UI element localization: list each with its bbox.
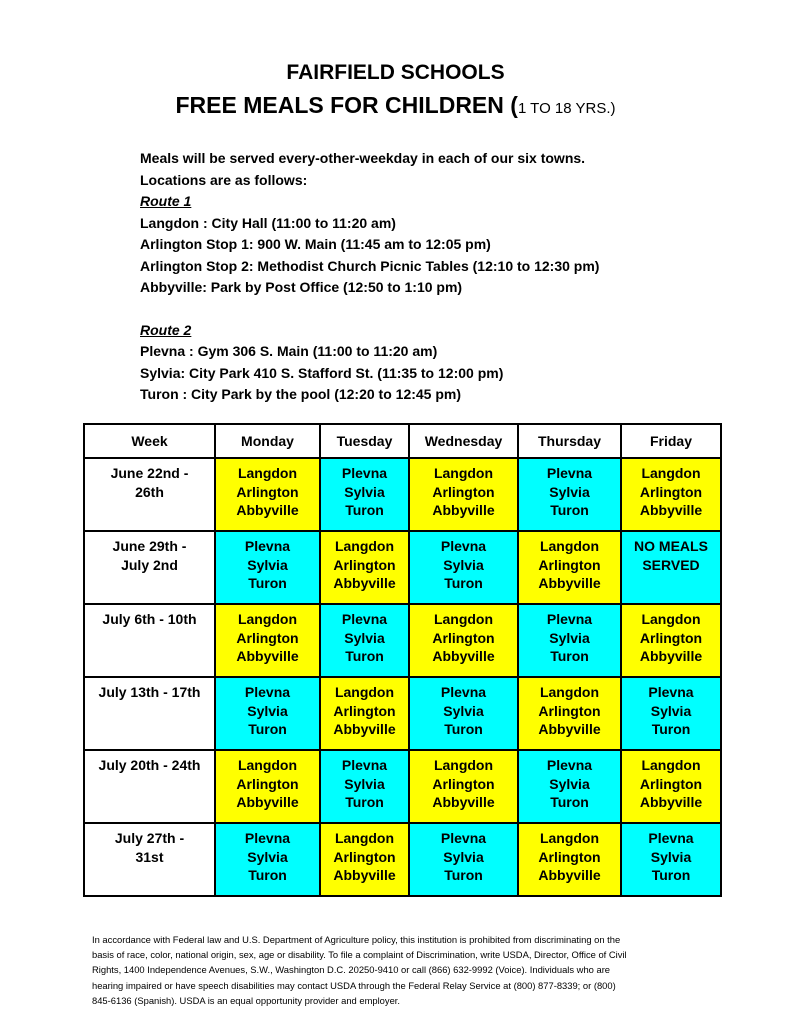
thursday-cell — [518, 823, 621, 896]
town-name: Plevna — [648, 684, 694, 700]
schedule-row — [84, 604, 721, 677]
monday-cell — [215, 677, 320, 750]
wednesday-cell — [409, 823, 518, 896]
town-name: Arlington — [236, 629, 299, 646]
week-cell — [84, 823, 215, 896]
town-name: Sylvia — [650, 848, 692, 865]
town-name: Arlington — [538, 702, 601, 719]
header-week: Week — [84, 424, 215, 458]
friday-cell — [621, 823, 721, 896]
town-name: Abbyville — [236, 502, 299, 518]
week-cell — [84, 458, 215, 531]
town-name: Langdon — [539, 538, 600, 554]
town-name: Abbyville — [639, 648, 703, 664]
disclaimer-line: In accordance with Federal law and U.S. Department of Agriculture policy, this institution is prohibited from discriminating on the — [92, 934, 621, 945]
town-name: Arlington — [236, 775, 299, 792]
friday-cell — [621, 604, 721, 677]
monday-cell — [215, 823, 320, 896]
week-cell — [84, 604, 215, 677]
town-name: Turon — [550, 502, 589, 518]
town-name: Abbyville — [538, 575, 601, 591]
tuesday-cell — [320, 604, 409, 677]
subtitle-main: FREE MEALS FOR CHILDREN ( — [175, 92, 518, 118]
friday-cell — [621, 750, 721, 823]
disclaimer-line: 845-6136 (Spanish). USDA is an equal opportunity provider and employer. — [92, 994, 400, 1006]
town-name: Abbyville — [538, 721, 601, 737]
town-name: Abbyville — [333, 575, 396, 591]
town-name: Sylvia — [443, 702, 484, 719]
town-name: Arlington — [333, 848, 396, 865]
route-2-label: Route 2 — [140, 321, 192, 338]
schedule-table — [83, 423, 722, 897]
thursday-cell — [518, 604, 621, 677]
route-1-stop: Arlington Stop 1: 900 W. Main (11:45 am to 12:05 pm) — [140, 236, 491, 252]
route-2-stop: Sylvia: City Park 410 S. Stafford St. (11:35 to 12:00 pm) — [140, 364, 504, 381]
week-label-line: June 22nd - — [110, 465, 189, 481]
town-name: Plevna — [440, 538, 487, 554]
monday-cell — [215, 750, 320, 823]
town-name: Arlington — [236, 483, 299, 500]
town-name: Langdon — [641, 465, 701, 481]
route-1-stop: Langdon : City Hall (11:00 to 11:20 am) — [140, 214, 396, 231]
town-name: Plevna — [440, 684, 487, 700]
town-name: Plevna — [341, 757, 388, 773]
town-name: Plevna — [341, 465, 388, 481]
town-name: Abbyville — [538, 867, 601, 883]
route-2-stop: Turon : City Park by the pool (12:20 to 12:45 pm) — [140, 386, 462, 402]
town-name: Langdon — [334, 830, 395, 846]
town-name: Langdon — [433, 757, 494, 773]
disclaimer-line: hearing impaired or have speech disabilities may contact USDA through the Federal Relay Service at (800) 877-8339; or (800) — [92, 979, 616, 991]
town-name: Sylvia — [549, 629, 590, 646]
week-label-line: July 13th - 17th — [98, 684, 201, 700]
town-name: Plevna — [244, 684, 291, 700]
town-name: Turon — [248, 575, 287, 591]
town-name: Sylvia — [344, 629, 385, 646]
schedule-row — [84, 823, 721, 896]
town-name: Plevna — [546, 611, 593, 627]
town-name: Langdon — [641, 757, 701, 773]
week-label-line: July 2nd — [121, 557, 178, 573]
thursday-cell — [518, 458, 621, 531]
town-name: SERVED — [642, 556, 700, 573]
town-name: Abbyville — [432, 648, 495, 664]
town-name: Turon — [444, 721, 483, 737]
town-name: Plevna — [546, 465, 593, 481]
thursday-cell — [518, 531, 621, 604]
town-name: Abbyville — [639, 502, 703, 518]
thursday-cell — [518, 677, 621, 750]
town-name: Turon — [651, 721, 691, 737]
town-name: Sylvia — [650, 702, 692, 719]
town-name: Sylvia — [247, 848, 288, 865]
town-name: Turon — [345, 502, 384, 518]
town-name: Turon — [444, 867, 483, 883]
town-name: Abbyville — [236, 794, 299, 810]
town-name: Sylvia — [443, 556, 484, 573]
town-name: Sylvia — [549, 775, 590, 792]
week-label-line: 31st — [135, 849, 164, 865]
town-name: Langdon — [334, 538, 395, 554]
town-name: Sylvia — [247, 702, 288, 719]
town-name: Abbyville — [432, 794, 495, 810]
header-wednesday: Wednesday — [409, 424, 518, 458]
monday-cell — [215, 531, 320, 604]
header-thursday: Thursday — [518, 424, 621, 458]
disclaimer-line: basis of race, color, national origin, sex, age or disability. To file a complaint of Discrimination, write USDA, Director, Office of Civil — [92, 949, 627, 961]
town-name: Abbyville — [639, 794, 703, 810]
week-label-line: June 29th - — [112, 538, 187, 554]
subtitle-age-range: 1 TO 18 YRS.) — [517, 100, 616, 117]
tuesday-cell — [320, 677, 409, 750]
wednesday-cell — [409, 750, 518, 823]
town-name: Turon — [248, 867, 287, 883]
town-name: Sylvia — [344, 775, 385, 792]
town-name: Abbyville — [333, 867, 396, 883]
schedule-row — [84, 677, 721, 750]
town-name: Turon — [651, 867, 691, 883]
header-tuesday: Tuesday — [320, 424, 409, 458]
town-name: Langdon — [237, 465, 298, 481]
tuesday-cell — [320, 823, 409, 896]
town-name: Turon — [345, 648, 384, 664]
week-label-line: July 27th - — [114, 830, 185, 846]
wednesday-cell — [409, 458, 518, 531]
header-friday: Friday — [621, 424, 721, 458]
town-name: Plevna — [440, 830, 487, 846]
town-name: Abbyville — [432, 502, 495, 518]
route-1-stop: Abbyville: Park by Post Office (12:50 to 1:10 pm) — [140, 279, 463, 295]
header-monday: Monday — [215, 424, 320, 458]
intro-section — [140, 148, 760, 406]
intro-line: Meals will be served every-other-weekday in each of our six towns. — [140, 150, 586, 166]
town-name: Arlington — [432, 629, 495, 646]
tuesday-cell — [320, 750, 409, 823]
town-name: Arlington — [432, 483, 495, 500]
town-name: Langdon — [433, 611, 494, 627]
town-name: Arlington — [538, 848, 601, 865]
town-name: Turon — [444, 575, 483, 591]
town-name: Sylvia — [443, 848, 484, 865]
town-name: Langdon — [334, 684, 395, 700]
town-name: Plevna — [244, 830, 291, 846]
thursday-cell — [518, 750, 621, 823]
schedule-header-row — [84, 424, 721, 458]
page-title: FAIRFIELD SCHOOLS — [286, 61, 505, 84]
intro-line: Locations are as follows: — [140, 171, 308, 188]
week-label-line: July 20th - 24th — [98, 757, 201, 773]
town-name: Turon — [550, 648, 589, 664]
town-name: Abbyville — [236, 648, 299, 664]
town-name: Plevna — [648, 830, 694, 846]
town-name: Arlington — [639, 775, 703, 792]
town-name: NO MEALS — [634, 538, 708, 554]
town-name: Langdon — [539, 830, 600, 846]
town-name: Sylvia — [247, 556, 288, 573]
monday-cell — [215, 458, 320, 531]
town-name: Turon — [345, 794, 384, 810]
week-label-line: July 6th - 10th — [102, 611, 197, 627]
disclaimer-line: Rights, 1400 Independence Avenues, S.W., Washington D.C. 20250-9410 or call (866) 632-9992 (Voice). Individuals who are — [92, 964, 611, 976]
monday-cell — [215, 604, 320, 677]
schedule-row — [84, 458, 721, 531]
town-name: Langdon — [237, 611, 298, 627]
week-cell — [84, 750, 215, 823]
town-name: Arlington — [538, 556, 601, 573]
page-subtitle — [0, 92, 791, 122]
town-name: Arlington — [333, 702, 396, 719]
tuesday-cell — [320, 458, 409, 531]
town-name: Plevna — [341, 611, 388, 627]
route-1-stop: Arlington Stop 2: Methodist Church Picnic Tables (12:10 to 12:30 pm) — [140, 257, 600, 274]
town-name: Sylvia — [344, 483, 385, 500]
friday-cell — [621, 531, 721, 604]
friday-cell — [621, 458, 721, 531]
town-name: Plevna — [244, 538, 291, 554]
tuesday-cell — [320, 531, 409, 604]
town-name: Langdon — [641, 611, 701, 627]
usda-disclaimer — [92, 932, 692, 1008]
town-name: Arlington — [639, 483, 703, 500]
friday-cell — [621, 677, 721, 750]
wednesday-cell — [409, 531, 518, 604]
wednesday-cell — [409, 604, 518, 677]
town-name: Arlington — [639, 629, 703, 646]
town-name: Langdon — [237, 757, 298, 773]
week-cell — [84, 677, 215, 750]
town-name: Langdon — [433, 465, 494, 481]
week-label-line: 26th — [135, 484, 164, 500]
wednesday-cell — [409, 677, 518, 750]
town-name: Arlington — [432, 775, 495, 792]
week-cell — [84, 531, 215, 604]
schedule-row — [84, 531, 721, 604]
schedule-row — [84, 750, 721, 823]
town-name: Abbyville — [333, 721, 396, 737]
route-1-label: Route 1 — [140, 193, 192, 209]
town-name: Turon — [248, 721, 287, 737]
town-name: Turon — [550, 794, 589, 810]
town-name: Sylvia — [549, 483, 590, 500]
route-2-stop: Plevna : Gym 306 S. Main (11:00 to 11:20 am) — [140, 343, 438, 359]
town-name: Plevna — [546, 757, 593, 773]
town-name: Langdon — [539, 684, 600, 700]
town-name: Arlington — [333, 556, 396, 573]
